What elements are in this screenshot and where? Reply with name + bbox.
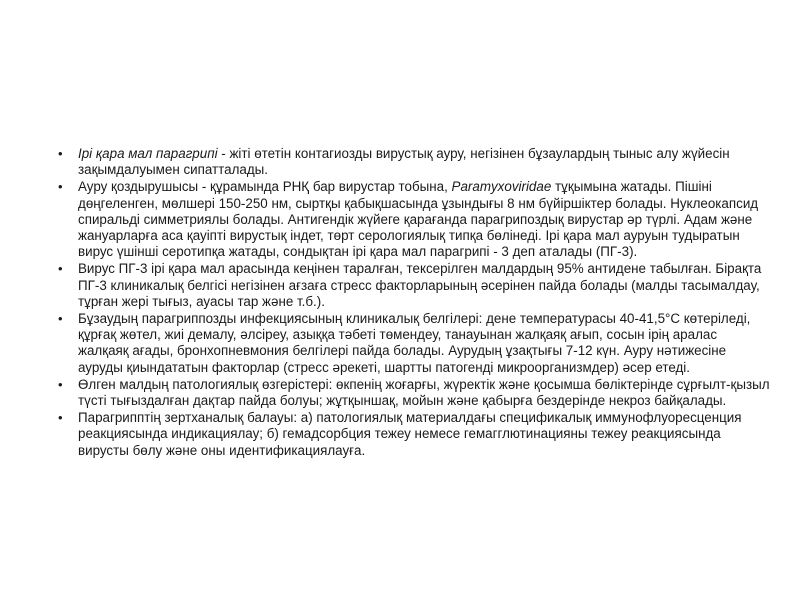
bullet-item-diagnosis xyxy=(58,410,770,459)
bullet-text: Ауру қоздырушысы - құрамында РНҚ бар вирустар тобына, xyxy=(78,179,452,195)
bullet-list xyxy=(58,146,770,460)
bullet-item-spread xyxy=(58,261,770,310)
bullet-text: Бұзаудың парагриппозды инфекциясының клиникалық белгілері: дене температурасы 40-41,5°С көтеріледі, құрғақ жөтел, жиі демалу, әлсіреу, азыққа тәбеті төмендеу, танауынан жалқаяқ ағып, сосын ірің аралас жалқаяқ ағады, бронхопневмония белгілері пайда болады. Аурудың ұзақтығы 7-12 күн. Ауру нәтижесіне ауруды қиындататын факторлар (стресс әрекеті, шартты патогенді микроорганизмдер) әсер етеді. xyxy=(78,311,751,375)
bullet-item-definition xyxy=(58,146,770,178)
bullet-text: тұқымына жатады. Пішіні дөңгеленген, мөлшері 150-250 нм, сыртқы қабықшасында ұзындығы 8 нм бүйіршіктер болады. Нуклеокапсид спиральді симметриялы болады. Антигендік жүйеге қарағанда парагрипоздық вирустар әр түрлі. Адам және жануарларға аса қауіпті вирустық індет, төрт серологиялық типқа бөлінеді. Ірі қара мал ауруын тудыратын вирус үшінші серотипқа жатады, сондықтан ірі қара мал парагрипі - 3 деп аталады (ПГ-3). xyxy=(78,179,759,260)
bullet-text: Вирус ПГ-3 ірі қара мал арасында кеңінен таралған, тексерілген малдардың 95% антидене табылған. Бірақта ПГ-3 клиникалық белгісі негізінен ағзаға стресс факторларының әсерінен пайда болады (малды тасымалдау, тұрған жері тығыз, ауасы тар және т.б.). xyxy=(78,261,762,309)
bullet-text: Парагрипптің зертханалық балауы: а) патологиялық материалдағы спецификалық иммунофлуоресценция реакциясында индикациялау; б) гемадсорбция тежеу немесе гемагглютинацияны тежеу реакциясында вирусты бөлу және оны идентификациялауға. xyxy=(78,410,742,458)
bullet-item-pathogen xyxy=(58,179,770,260)
family-name: Paramyxoviridae xyxy=(451,179,552,195)
bullet-text: Өлген малдың патологиялық өзгерістері: өкпенің жоғарғы, жүректік және қосымша бөліктерінде сұрғылт-қызыл түсті тығыздалған дақтар пайда болуы; жұтқыншақ, мойын және қабырға бездерінде некроз байқалады. xyxy=(78,376,770,409)
disease-term: Ірі қара мал парагрипі xyxy=(78,146,218,161)
bullet-item-clinical-signs xyxy=(58,311,770,376)
bullet-item-pathology xyxy=(58,377,770,409)
bullet-text: - жіті өтетін контагиозды вирустық ауру, негізінен бұзаулардың тыныс алу жүйесін зақымдалуымен сипатталады. xyxy=(78,146,730,178)
